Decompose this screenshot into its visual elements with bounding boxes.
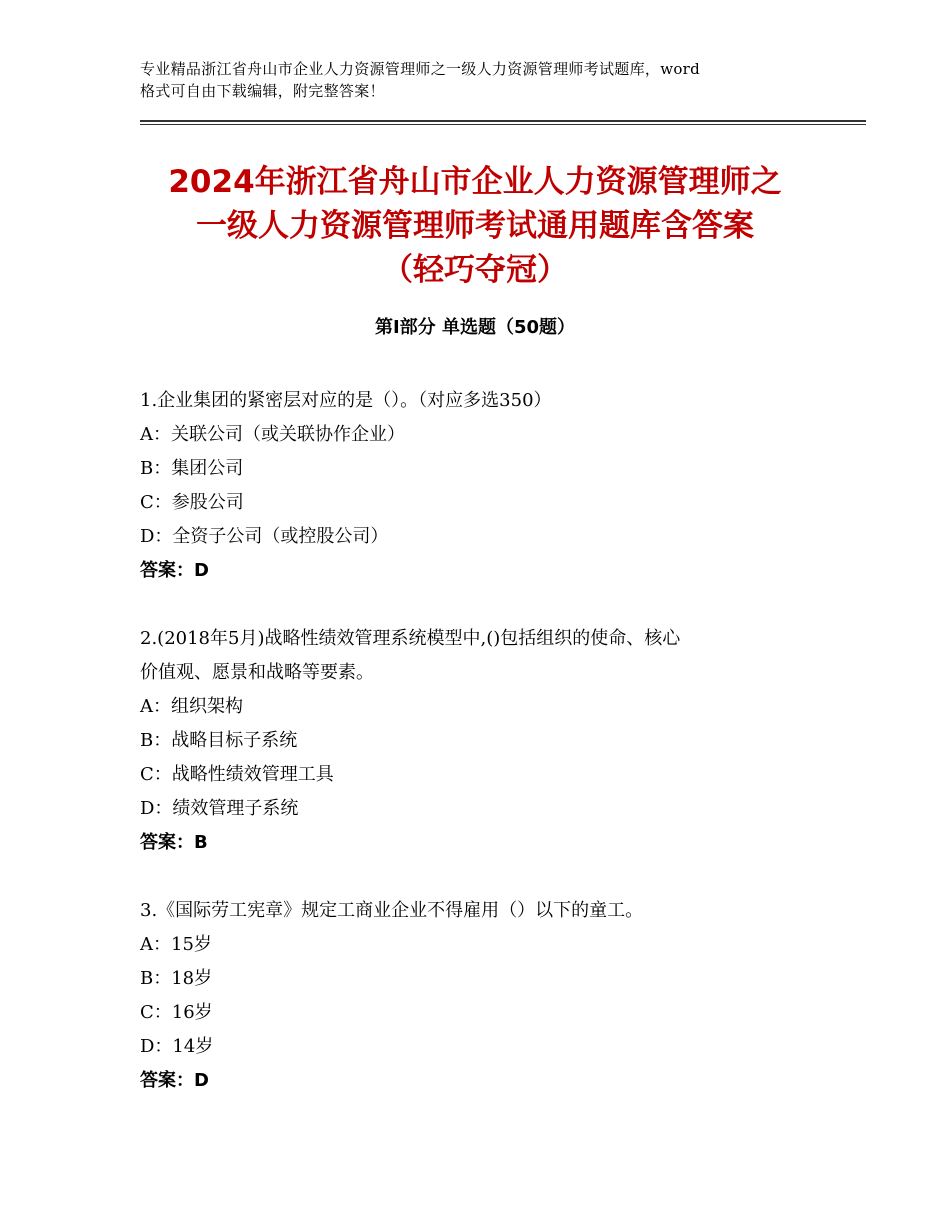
question-3 bbox=[140, 894, 820, 1098]
question-2 bbox=[140, 622, 820, 860]
option-b: B：18岁 bbox=[140, 968, 213, 989]
option-d: D：14岁 bbox=[140, 1036, 214, 1057]
document-title-line: 2024年浙江省舟山市企业人力资源管理师之 bbox=[168, 164, 782, 200]
answer-label: 答案：D bbox=[140, 1070, 209, 1091]
option-d: D：全资子公司（或控股公司） bbox=[140, 526, 389, 547]
header-note bbox=[140, 58, 840, 102]
question-stem: 1.企业集团的紧密层对应的是（）。（对应多选350） bbox=[140, 390, 552, 411]
option-b: B：战略目标子系统 bbox=[140, 730, 298, 751]
option-d: D：绩效管理子系统 bbox=[140, 798, 299, 819]
document-title-line: 一级人力资源管理师考试通用题库含答案 bbox=[196, 208, 754, 244]
question-list bbox=[140, 384, 820, 1132]
document-title bbox=[120, 160, 830, 292]
section-heading: 第Ⅰ部分 单选题（50题） bbox=[374, 317, 575, 338]
answer-label: 答案：B bbox=[140, 832, 208, 853]
option-a: A：关联公司（或关联协作企业） bbox=[140, 424, 405, 445]
option-c: C：战略性绩效管理工具 bbox=[140, 764, 334, 785]
option-c: C：参股公司 bbox=[140, 492, 244, 513]
option-a: A：组织架构 bbox=[140, 696, 243, 717]
question-stem: 价值观、愿景和战略等要素。 bbox=[140, 662, 374, 683]
option-a: A：15岁 bbox=[140, 934, 212, 955]
question-1 bbox=[140, 384, 820, 588]
header-note-line: 专业精品浙江省舟山市企业人力资源管理师之一级人力资源管理师考试题库，word bbox=[140, 60, 701, 78]
header-divider bbox=[140, 120, 866, 125]
question-stem: 2.(2018年5月)战略性绩效管理系统模型中,()包括组织的使命、核心 bbox=[140, 628, 681, 649]
header-note-line: 格式可自由下载编辑，附完整答案！ bbox=[140, 82, 385, 100]
document-title-line: （轻巧夺冠） bbox=[382, 252, 568, 288]
option-c: C：16岁 bbox=[140, 1002, 213, 1023]
option-b: B：集团公司 bbox=[140, 458, 244, 479]
question-stem: 3.《国际劳工宪章》规定工商业企业不得雇用（）以下的童工。 bbox=[140, 900, 644, 921]
answer-label: 答案：D bbox=[140, 560, 209, 581]
